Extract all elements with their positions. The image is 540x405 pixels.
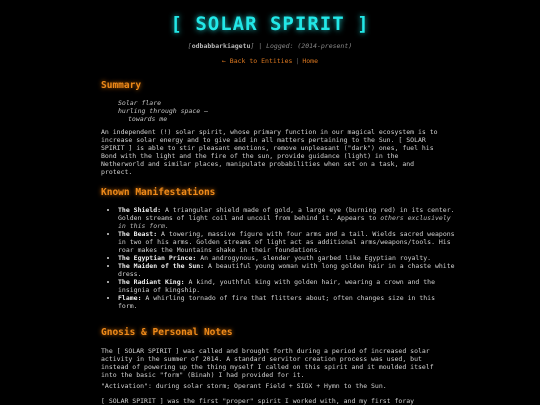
list-item [118, 262, 458, 278]
poem-line: Solar flare [118, 99, 162, 107]
summary-poem [118, 99, 208, 123]
item-name: The Maiden of the Sun: [118, 262, 205, 270]
item-text: A triangular shield made of gold, a large eye (burning red) in its center. Golden streams of light coil and uncoil from behind it. Appears to [118, 206, 455, 222]
list-item [118, 278, 458, 294]
list-item [118, 254, 458, 262]
item-text: An androgynous, slender youth garbed like Egyptian royalty. [196, 254, 432, 262]
item-text: A kind, youthful king with golden hair, wearing a crown and the insignia of kingship. [118, 278, 435, 294]
nav-bar [0, 57, 540, 65]
page-title: [ SOLAR SPIRIT ] [170, 13, 370, 35]
gnosis-heading: Gnosis & Personal Notes [101, 327, 233, 338]
manifestations-list [101, 206, 458, 310]
gnosis-paragraph-3: [ SOLAR SPIRIT ] was the first "proper" spirit I worked with, and my first foray [101, 397, 415, 405]
item-text: A whirling tornado of fire that flitters about; often changes size in this form. [118, 294, 435, 310]
list-item [118, 206, 458, 230]
manifestations-heading: Known Manifestations [101, 187, 216, 198]
nav-separator: | [295, 57, 300, 65]
item-text: A towering, massive figure with four arms and a tail. Wields sacred weapons in two of his arms. Golden streams of light act as additional arms/weapons/tools. His roar makes the Mountains shake in their foundations. [118, 230, 455, 254]
item-name: Flame: [118, 294, 142, 302]
poem-line: towards me [128, 115, 168, 123]
home-link[interactable]: Home [302, 57, 319, 65]
item-name: The Beast: [118, 230, 158, 238]
page-subtitle: [odbabbarkiagetu] | Logged: (2014-present) [187, 42, 353, 50]
summary-text: An independent (!) solar spirit, whose primary function in our magical ecosystem is to increase solar energy and to give aid in all matters pertaining to the Sun. [ SOLAR SPIRIT ] is able to stir pleasant emotions, remove unpleasant ("dark") ones, fuel his Bond with the light and the fire of the sun, provide guidance (light) in the Netherworld and similar places, manipulate probabilities when set on a task, and protect. [101, 128, 438, 176]
poem-line: hurling through space – [118, 107, 209, 115]
author-name: odbabbarkiagetu [191, 42, 251, 50]
back-to-entities-link[interactable]: ← Back to Entities [221, 57, 293, 65]
logged-text: | Logged: (2014-present) [254, 42, 353, 50]
gnosis-paragraph-1: The [ SOLAR SPIRIT ] was called and brought forth during a period of increased solar activity in the summer of 2014. A standard servitor creation process was used, but instead of powering up the thing myself I called on this spirit and it moulded itself into the basic "form" (Binah) I had provided for it. [101, 347, 434, 379]
item-name: The Egyptian Prince: [118, 254, 197, 262]
item-text: A beautiful young woman with long golden hair in a chaste white dress. [118, 262, 455, 278]
summary-heading: Summary [101, 80, 142, 91]
item-text-italic: others exclusively in this form. [118, 214, 451, 230]
list-item [118, 230, 458, 254]
gnosis-paragraph-2: "Activation": during solar storm; Operant Field + SIGX + Hymn to the Sun. [101, 382, 387, 390]
list-item [118, 294, 458, 310]
item-name: The Radiant King: [118, 278, 185, 286]
item-name: The Shield: [118, 206, 162, 214]
